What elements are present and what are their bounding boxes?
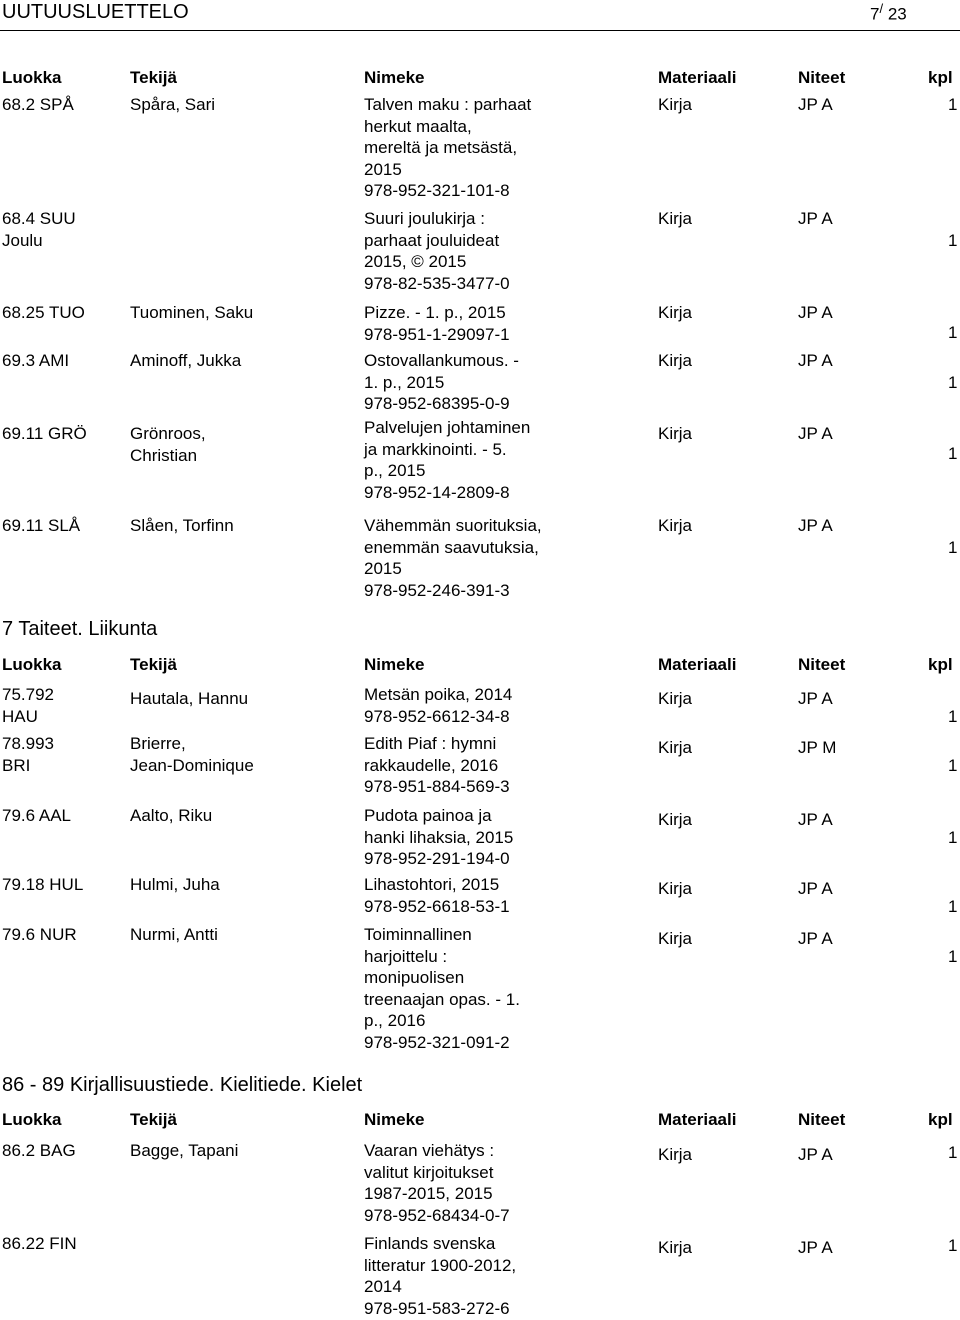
entry-class: 79.6 AAL [2, 806, 72, 825]
entry-material: Kirja [658, 303, 693, 322]
entry-title-line: rakkaudelle, 2016 [364, 755, 499, 775]
entry-title-line: 978-952-6612-34-8 [364, 706, 510, 726]
entry-title-line: ja markkinointi. - 5. [364, 439, 507, 459]
entry-author: Aminoff, Jukka [130, 351, 242, 370]
entry-title-line: harjoittelu : [364, 946, 448, 966]
entry-class: 86.22 FIN [2, 1234, 77, 1253]
entry-title-line: Metsän poika, 2014 [364, 685, 513, 704]
entry-title-line: Pudota painoa ja [364, 806, 492, 825]
entry-title-line: 978-951-583-272-6 [364, 1298, 510, 1318]
entry-material: Kirja [658, 209, 693, 228]
entry-count: 1 [948, 231, 958, 250]
entry-author: Tuominen, Saku [130, 303, 254, 322]
entry-title-line: 978-951-884-569-3 [364, 777, 510, 797]
column-header-materiaali: Materiaali [658, 1110, 737, 1129]
entry-material: Kirja [658, 738, 693, 757]
column-header-tekija: Tekijä [130, 655, 177, 674]
section-heading: 7 Taiteet. Liikunta [2, 618, 158, 640]
entry-count: 1 [948, 756, 958, 775]
entry-count: 1 [948, 538, 958, 557]
page-number [870, 1, 907, 25]
entry-copies-location: JP A [798, 95, 833, 114]
entry-title-line: Edith Piaf : hymni [364, 734, 497, 753]
entry-copies-location: JP A [798, 209, 833, 228]
entry-title-line: 978-952-6618-53-1 [364, 896, 510, 916]
entry-count: 1 [948, 1143, 958, 1162]
column-header-nimeke: Nimeke [364, 655, 425, 674]
entry-title-line: 2015 [364, 159, 402, 179]
column-header-tekija: Tekijä [130, 1110, 177, 1129]
section-heading: 86 - 89 Kirjallisuustiede. Kielitiede. Kielet [2, 1074, 363, 1096]
entry-copies-location: JP A [798, 689, 833, 708]
entry-copies-location: JP M [798, 738, 837, 757]
entry-title-line: enemmän saavutuksia, [364, 537, 539, 557]
entry-title-line: Ostovallankumous. - [364, 351, 519, 370]
entry-title-line: treenaajan opas. - 1. [364, 989, 520, 1009]
column-header-kpl: kpl [928, 1110, 953, 1129]
entry-count: 1 [948, 323, 958, 342]
entry-count: 1 [948, 444, 958, 463]
entry-material: Kirja [658, 351, 693, 370]
column-header-luokka: Luokka [2, 68, 62, 87]
column-header-niteet: Niteet [798, 655, 846, 674]
entry-copies-location: JP A [798, 929, 833, 948]
entry-title-line: 978-952-321-101-8 [364, 181, 510, 201]
column-header-tekija: Tekijä [130, 68, 177, 87]
entry-author: Aalto, Riku [130, 806, 213, 825]
column-header-kpl: kpl [928, 68, 953, 87]
column-header-luokka: Luokka [2, 1110, 62, 1129]
entry-count: 1 [948, 95, 958, 114]
entry-class: 68.4 SUU [2, 209, 76, 228]
page-total: 23 [887, 4, 907, 24]
entry-title-line: 2015, © 2015 [364, 252, 467, 272]
column-header-niteet: Niteet [798, 68, 846, 87]
entry-title-line: 978-952-246-391-3 [364, 580, 510, 600]
entry-class: 86.2 BAG [2, 1141, 76, 1160]
entry-author: Grönroos, [130, 424, 206, 443]
entry-class: Joulu [2, 230, 43, 250]
entry-count: 1 [948, 828, 958, 847]
entry-class: 75.792 [2, 685, 54, 704]
entry-author: Spåra, Sari [130, 95, 216, 114]
entry-title-line: p., 2015 [364, 461, 426, 481]
entry-title-line: 2014 [364, 1277, 402, 1297]
entry-class: 69.11 GRÖ [2, 424, 87, 443]
entry-material: Kirja [658, 689, 693, 708]
entry-material: Kirja [658, 516, 693, 535]
entry-material: Kirja [658, 1238, 693, 1257]
entry-copies-location: JP A [798, 424, 833, 443]
entry-title-line: Talven maku : parhaat [364, 95, 532, 114]
entry-count: 1 [948, 373, 958, 392]
entry-title-line: hanki lihaksia, 2015 [364, 827, 514, 847]
entry-count: 1 [948, 1236, 958, 1255]
entry-count: 1 [948, 707, 958, 726]
column-header-luokka: Luokka [2, 655, 62, 674]
entry-copies-location: JP A [798, 879, 833, 898]
entry-class: 68.2 SPÅ [2, 95, 74, 114]
entry-title-line: 978-952-291-194-0 [364, 849, 510, 869]
column-header-niteet: Niteet [798, 1110, 846, 1129]
entry-copies-location: JP A [798, 516, 833, 535]
entry-title-line: 2015 [364, 559, 402, 579]
entry-title-line: mereltä ja metsästä, [364, 138, 518, 158]
entry-title-line: 978-952-68395-0-9 [364, 394, 510, 414]
column-header-materiaali: Materiaali [658, 68, 737, 87]
entry-title-line: Vähemmän suorituksia, [364, 516, 542, 535]
column-header-nimeke: Nimeke [364, 68, 425, 87]
entry-author: Brierre, [130, 734, 186, 753]
entry-author: Nurmi, Antti [130, 925, 218, 944]
entry-material: Kirja [658, 810, 693, 829]
entry-title-line: 978-952-68434-0-7 [364, 1205, 510, 1225]
page-separator: / [879, 1, 884, 16]
entry-copies-location: JP A [798, 810, 833, 829]
entry-count: 1 [948, 897, 958, 916]
entry-copies-location: JP A [798, 1145, 833, 1164]
entry-class: BRI [2, 755, 31, 775]
entry-class: HAU [2, 706, 38, 726]
entry-title-line: Palvelujen johtaminen [364, 418, 531, 437]
entry-copies-location: JP A [798, 1238, 833, 1257]
entry-class: 78.993 [2, 734, 54, 753]
entry-material: Kirja [658, 879, 693, 898]
entry-title-line: 978-952-321-091-2 [364, 1033, 510, 1052]
entry-title-line: Finlands svenska [364, 1234, 496, 1253]
entry-title-line: Pizze. - 1. p., 2015 [364, 303, 506, 322]
entry-title-line: 1987-2015, 2015 [364, 1184, 493, 1204]
entry-class: 79.6 NUR [2, 925, 77, 944]
entry-title-line: parhaat jouluideat [364, 230, 500, 250]
entry-author: Jean-Dominique [130, 755, 254, 775]
entry-author: Christian [130, 445, 198, 465]
entry-title-line: 978-82-535-3477-0 [364, 273, 510, 293]
header-rule [0, 30, 960, 31]
entry-title-line: valitut kirjoitukset [364, 1162, 494, 1182]
page-title: UUTUUSLUETTELO [2, 1, 189, 23]
column-header-materiaali: Materiaali [658, 655, 737, 674]
page-current: 7 [870, 4, 880, 24]
entry-material: Kirja [658, 424, 693, 443]
entry-author: Hulmi, Juha [130, 875, 220, 894]
entry-class: 69.11 SLÅ [2, 516, 81, 535]
column-header-kpl: kpl [928, 655, 953, 674]
entry-author: Slåen, Torfinn [130, 516, 234, 535]
entry-class: 68.25 TUO [2, 303, 85, 322]
column-header-nimeke: Nimeke [364, 1110, 425, 1129]
entry-title-line: p., 2016 [364, 1011, 426, 1031]
entry-title-line: Vaaran viehätys : [364, 1141, 495, 1160]
entry-material: Kirja [658, 1145, 693, 1164]
entry-title-line: 1. p., 2015 [364, 372, 445, 392]
entry-copies-location: JP A [798, 303, 833, 322]
entry-title-line: Toiminnallinen [364, 925, 472, 944]
entry-title-line: herkut maalta, [364, 116, 472, 136]
entry-count: 1 [948, 947, 958, 966]
entry-copies-location: JP A [798, 351, 833, 370]
entry-class: 69.3 AMI [2, 351, 70, 370]
entry-title-line: litteratur 1900-2012, [364, 1255, 517, 1275]
entry-author: Hautala, Hannu [130, 689, 249, 708]
entry-title-line: Lihastohtori, 2015 [364, 875, 500, 894]
entry-material: Kirja [658, 95, 693, 114]
entry-title-line: 978-951-1-29097-1 [364, 324, 510, 344]
entry-title-line: Suuri joulukirja : [364, 209, 485, 228]
entry-title-line: monipuolisen [364, 968, 465, 988]
entry-author: Bagge, Tapani [130, 1141, 239, 1160]
entry-title-line: 978-952-14-2809-8 [364, 482, 510, 502]
entry-class: 79.18 HUL [2, 875, 84, 894]
entry-material: Kirja [658, 929, 693, 948]
